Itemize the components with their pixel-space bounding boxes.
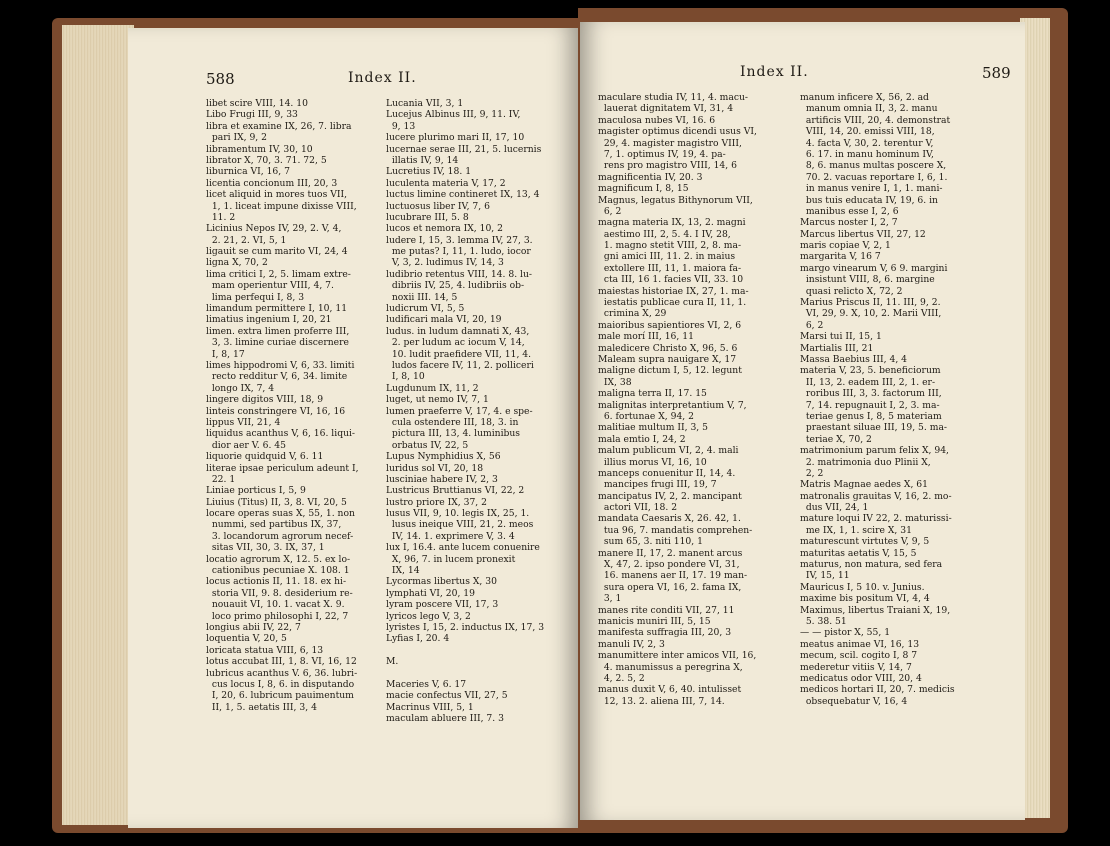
index-entry-line: mala emtio I, 24, 2 — [598, 433, 686, 445]
index-entry-line: mandata Caesaris X, 26. 42, 1. — [598, 513, 741, 525]
index-entry-line: me IX, 1, 1. scire X, 31 — [800, 524, 912, 536]
index-entry-line: ligna X, 70, 2 — [206, 257, 268, 269]
index-entry-line: luctus limine contineret IX, 13, 4 — [386, 189, 540, 201]
index-entry-line: libramentum IV, 30, 10 — [206, 143, 313, 155]
index-entry-line: artificis VIII, 20, 4. demonstrat — [800, 114, 951, 126]
index-entry-line: literae ipsae periculum adeunt I, — [206, 462, 359, 474]
index-entry-line: manicis muniri III, 5, 15 — [598, 615, 711, 627]
index-entry-line: quasi relicto X, 72, 2 — [800, 285, 903, 297]
index-entry-line: Maleam supra nauigare X, 17 — [598, 353, 737, 365]
index-column-1 — [206, 98, 386, 713]
index-entry-line: maculam abluere III, 7. 3 — [386, 713, 504, 725]
index-entry-line: maturitas aetatis V, 15, 5 — [800, 547, 917, 559]
index-entry-line: maligna terra II, 17. 15 — [598, 388, 707, 400]
index-entry-line: bus tuis educata IV, 19, 6. in — [800, 194, 938, 206]
index-entry-line: actori VII, 18. 2 — [598, 502, 678, 514]
index-entry-line: 12, 13. 2. aliena III, 7, 14. — [598, 695, 725, 707]
index-entry-line: sura opera VI, 16, 2. fama IX, — [598, 581, 742, 593]
index-entry-line: Licinius Nepos IV, 29, 2. V, 4, — [206, 223, 342, 235]
index-entry-line: I, 8, 17 — [206, 348, 245, 360]
index-entry-line: malitiae multum II, 3, 5 — [598, 422, 708, 434]
index-entry-line: ludere I, 15, 3. lemma IV, 27, 3. — [386, 234, 533, 246]
index-entry-line: Liniae porticus I, 5, 9 — [206, 485, 306, 497]
index-entry-line: lotus accubat III, 1, 8. VI, 16, 12 — [206, 656, 357, 668]
index-column-2 — [386, 98, 568, 724]
left-page — [128, 28, 578, 828]
index-entry-line: maculosa nubes VI, 16. 6 — [598, 114, 716, 126]
index-entry-line: lusus VII, 9, 10. legis IX, 25, 1. — [386, 508, 530, 520]
index-entry-line: — — pistor X, 55, 1 — [800, 627, 891, 639]
index-entry-line: 8, 6. manus multas poscere X, — [800, 160, 947, 172]
index-entry-line: 4, 2. 5, 2 — [598, 672, 645, 684]
running-head: Index II. — [348, 70, 417, 86]
index-entry-line: Lustricus Bruttianus VI, 22, 2 — [386, 485, 525, 497]
index-entry-line: II, 13, 2. eadem III, 2, 1. er- — [800, 376, 936, 388]
index-entry-line: maturescunt virtutes V, 9, 5 — [800, 536, 930, 548]
running-head: Index II. — [740, 64, 809, 80]
index-entry-line: manere II, 17, 2. manent arcus — [598, 547, 743, 559]
index-entry-line: mancipatus IV, 2, 2. mancipant — [598, 490, 742, 502]
index-entry-line: Macrinus VIII, 5, 1 — [386, 701, 474, 713]
index-entry-line: cus locus I, 8, 6. in disputando — [206, 678, 355, 690]
index-entry-line: Lucania VII, 3, 1 — [386, 98, 464, 109]
index-entry-line: loquentia V, 20, 5 — [206, 633, 287, 645]
index-entry-line: 2. per ludum ac iocum V, 14, — [386, 337, 525, 349]
index-entry-line: longius abii IV, 22, 7 — [206, 621, 301, 633]
index-entry-line: Maximus, libertus Traiani X, 19, — [800, 604, 951, 616]
index-entry-line: 6. fortunae X, 94, 2 — [598, 410, 694, 422]
index-entry-line: Matris Magnae aedes X, 61 — [800, 479, 929, 491]
index-entry-line: maxime bis positum VI, 4, 4 — [800, 593, 930, 605]
index-entry-line: teriae genus I, 8, 5 materiam — [800, 410, 942, 422]
index-entry-line: aestimo III, 2, 5. 4. I IV, 28, — [598, 228, 731, 240]
index-entry-line: ludos facere IV, 11, 2. polliceri — [386, 359, 534, 371]
index-entry-line: 4. facta V, 30, 2. terentur V, — [800, 137, 934, 149]
index-entry-line: maturus, non matura, sed fera — [800, 559, 943, 571]
index-entry-line: locus actionis II, 11. 18. ex hi- — [206, 576, 347, 588]
index-entry-line: maioribus sapientiores VI, 2, 6 — [598, 319, 742, 331]
index-entry-line: 16. manens aer II, 17. 19 man- — [598, 570, 748, 582]
index-entry-line: Marcus noster I, 2, 7 — [800, 217, 898, 229]
index-entry-line: 3, 3. limine curiae discernere — [206, 337, 349, 349]
index-entry-line: ludicrum VI, 5, 5 — [386, 303, 465, 315]
index-entry-line: 10. ludit praefidere VII, 11, 4. — [386, 348, 532, 360]
index-entry-line: dus VII, 24, 1 — [800, 502, 869, 514]
index-entry-line: Marius Priscus II, 11. III, 9, 2. — [800, 297, 941, 309]
index-entry-line: dibriis IV, 25, 4. ludibriis ob- — [386, 280, 525, 292]
index-entry-line: VIII, 14, 20. emissi VIII, 18, — [800, 126, 935, 138]
index-entry-line: longo IX, 7, 4 — [206, 382, 275, 394]
index-entry-line: crimina X, 29 — [598, 308, 667, 320]
index-entry-line: II, 1, 5. aetatis III, 3, 4 — [206, 701, 317, 713]
index-entry-line: lucubrare III, 5. 8 — [386, 211, 469, 223]
index-entry-line: magna materia IX, 13, 2. magni — [598, 217, 746, 229]
index-entry-line: nummi, sed partibus IX, 37, — [206, 519, 342, 531]
index-entry-line: Martialis III, 21 — [800, 342, 874, 354]
index-entry-line: mam operientur VIII, 4, 7. — [206, 280, 334, 292]
index-entry-line: recto redditur V, 6, 34. limite — [206, 371, 348, 383]
index-entry-line: matronalis grauitas V, 16, 2. mo- — [800, 490, 952, 502]
index-entry-line: X, 47, 2. ipso pondere VI, 31, — [598, 559, 740, 571]
index-entry-line: IX, 38 — [598, 376, 632, 388]
index-entry-line: ligauit se cum marito VI, 24, 4 — [206, 246, 348, 258]
index-entry-line: 3, 1 — [598, 593, 622, 605]
index-entry-line: cula ostendere III, 18, 3. in — [386, 416, 519, 428]
index-entry-line: manum omnia II, 3, 2. manu — [800, 103, 938, 115]
index-entry-line: sum 65, 3. niti 110, 1 — [598, 536, 703, 548]
index-entry-line: lucernae serae III, 21, 5. lucernis — [386, 143, 542, 155]
index-entry-line: liburnica VI, 16, 7 — [206, 166, 290, 178]
index-entry-line: mederetur vitiis V, 14, 7 — [800, 661, 912, 673]
index-entry-line: in manus venire I, 1, 1. mani- — [800, 183, 943, 195]
index-entry-line: I, 8, 10 — [386, 371, 425, 383]
index-entry-line: 5. 38. 51 — [800, 615, 847, 627]
index-entry-line: lauerat dignitatem VI, 31, 4 — [598, 103, 734, 115]
index-entry-line: X, 96, 7. in lucem pronexit — [386, 553, 516, 565]
index-column-1 — [598, 92, 796, 707]
index-entry-line: mature loqui IV 22, 2. maturissi- — [800, 513, 952, 525]
index-entry-line: 2, 2 — [800, 467, 824, 479]
index-entry-line: locatio agrorum X, 12. 5. ex lo- — [206, 553, 351, 565]
index-entry-line: lusciniae habere IV, 2, 3 — [386, 473, 498, 485]
index-entry-line: licet aliquid in mores tuos VII, — [206, 189, 348, 201]
index-entry-line: libet scire VIII, 14. 10 — [206, 98, 308, 109]
index-entry-line: lyram poscere VII, 17, 3 — [386, 599, 499, 611]
index-entry-line: lippus VII, 21, 4 — [206, 416, 281, 428]
index-entry-line: maledicere Christo X, 96, 5. 6 — [598, 342, 738, 354]
index-entry-line: ludificari mala VI, 20, 19 — [386, 314, 502, 326]
index-entry-line: lustro priore IX, 37, 2 — [386, 496, 487, 508]
index-entry-line: Lycormas libertus X, 30 — [386, 576, 497, 588]
index-entry-line: liquorie quidquid V, 6. 11 — [206, 451, 324, 463]
index-entry-line: ludus. in ludum damnati X, 43, — [386, 325, 530, 337]
index-entry-line: noxii III. 14, 5 — [386, 291, 458, 303]
index-entry-line: storia VII, 9. 8. desiderium re- — [206, 587, 353, 599]
index-entry-line: loricata statua VIII, 6, 13 — [206, 644, 324, 656]
index-entry-line: lymphati VI, 20, 19 — [386, 587, 475, 599]
index-entry-line: medicos hortari II, 20, 7. medicis — [800, 684, 955, 696]
index-entry-line: orbatus IV, 22, 5 — [386, 439, 469, 451]
index-entry-line: manes rite conditi VII, 27, 11 — [598, 604, 735, 616]
index-entry-line: 4. manumissus a peregrina X, — [598, 661, 743, 673]
right-page — [580, 22, 1025, 820]
index-entry-line: limandum permittere I, 10, 11 — [206, 303, 348, 315]
index-entry-line: pictura III, 13, 4. luminibus — [386, 428, 521, 440]
page-number: 588 — [206, 70, 235, 88]
index-entry-line: maris copiae V, 2, 1 — [800, 240, 891, 252]
index-entry-line: VI, 29, 9. X, 10, 2. Marii VIII, — [800, 308, 942, 320]
index-entry-line: mecum, scil. cogito I, 8 7 — [800, 650, 918, 662]
index-entry-line: V, 3, 2. ludimus IV, 14, 3 — [386, 257, 504, 269]
index-entry-line: magister optimus dicendi usus VI, — [598, 126, 757, 138]
index-entry-line: lubricus acanthus V. 6, 36. lubri- — [206, 667, 358, 679]
index-entry-line: 2. 21, 2. VI, 5, 1 — [206, 234, 287, 246]
index-entry-line: limes hippodromi V, 6, 33. limiti — [206, 359, 355, 371]
index-entry-line: teriae X, 70, 2 — [800, 433, 872, 445]
page-number: 589 — [982, 64, 1011, 82]
index-entry-line: maiestas historiae IX, 27, 1. ma- — [598, 285, 749, 297]
index-entry-line: linteis constringere VI, 16, 16 — [206, 405, 346, 417]
index-entry-line: cta III, 16 1. facies VII, 33. 10 — [598, 274, 744, 286]
index-entry-line: librator X, 70, 3. 71. 72, 5 — [206, 154, 327, 166]
index-entry-line: Magnus, legatus Bithynorum VII, — [598, 194, 753, 206]
index-entry-line: M. — [386, 656, 399, 668]
index-entry-line: Lucejus Albinus III, 9, 11. IV, — [386, 109, 521, 121]
index-entry-line: margarita V, 16 7 — [800, 251, 881, 263]
index-entry-line: iestatis publicae cura II, 11, 1. — [598, 297, 747, 309]
index-entry-line: Marcus libertus VII, 27, 12 — [800, 228, 926, 240]
index-entry-line: 7, 14. repugnauit I, 2, 3. ma- — [800, 399, 940, 411]
index-entry-line: 7, 1. optimus IV, 19, 4. pa- — [598, 148, 726, 160]
index-entry-line: lingere digitos VIII, 18, 9 — [206, 394, 324, 406]
index-entry-line: pari IX, 9, 2 — [206, 132, 267, 144]
index-entry-line: magnificum I, 8, 15 — [598, 183, 689, 195]
index-entry-line: margo vinearum V, 6 9. margini — [800, 262, 948, 274]
index-entry-line: maculare studia IV, 11, 4. macu- — [598, 92, 749, 103]
index-entry-line: limen. extra limen proferre III, — [206, 325, 350, 337]
index-entry-line: lyricos lego V, 3, 2 — [386, 610, 471, 622]
index-entry-line: manum inficere X, 56, 2. ad — [800, 92, 929, 103]
index-entry-line: gni amici III, 11. 2. in maius — [598, 251, 736, 263]
index-entry-line: obsequebatur V, 16, 4 — [800, 695, 908, 707]
index-entry-line: 6. 17. in manu hominum IV, — [800, 148, 934, 160]
index-entry-line: IV, 15, 11 — [800, 570, 850, 582]
index-entry-line: lima critici I, 2, 5. limam extre- — [206, 268, 351, 280]
index-entry-line: lucos et nemora IX, 10, 2 — [386, 223, 503, 235]
index-entry-line: 9, 13 — [386, 120, 416, 132]
index-entry-line: 2. matrimonia duo Plinii X, — [800, 456, 931, 468]
index-entry-line: Lyfias I, 20. 4 — [386, 633, 450, 645]
index-entry-line: luculenta materia V, 17, 2 — [386, 177, 506, 189]
index-entry-line: manceps conuenitur II, 14, 4. — [598, 467, 736, 479]
index-entry-line: licentia concionum III, 20, 3 — [206, 177, 338, 189]
index-entry-line: IX, 14 — [386, 565, 420, 577]
index-entry-line: male morí III, 16, 11 — [598, 331, 694, 343]
index-entry-line: cationibus pecuniae X. 108. 1 — [206, 565, 350, 577]
index-entry-line: loco primo philosophi I, 22, 7 — [206, 610, 349, 622]
index-entry-line: maligne dictum I, 5, 12. legunt — [598, 365, 742, 377]
index-entry-line: lyristes I, 15, 2. inductus IX, 17, 3 — [386, 621, 545, 633]
index-entry-line: 29, 4. magister magistro VIII, — [598, 137, 742, 149]
index-entry-line: Massa Baebius III, 4, 4 — [800, 353, 908, 365]
index-entry-line: rens pro magistro VIII, 14, 6 — [598, 160, 737, 172]
index-entry-line: manumittere inter amicos VII, 16, — [598, 650, 757, 662]
index-entry-line: 22. 1 — [206, 473, 236, 485]
index-entry-line: praestant siluae III, 19, 5. ma- — [800, 422, 948, 434]
index-entry-line: nouauit VI, 10. 1. vacat X. 9. — [206, 599, 345, 611]
index-entry-line: manuli IV, 2, 3 — [598, 638, 665, 650]
index-entry-line: roribus III, 3, 3. factorum III, — [800, 388, 942, 400]
index-entry-line: limatius ingenium I, 20, 21 — [206, 314, 332, 326]
index-entry-line: 6, 2 — [800, 319, 824, 331]
index-entry-line: liquidus acanthus V, 6, 16. liqui- — [206, 428, 356, 440]
index-entry-line: I, 20, 6. lubricum pauimentum — [206, 690, 354, 702]
index-entry-line: lumen praeferre V, 17, 4. e spe- — [386, 405, 533, 417]
index-entry-line: Libo Frugi III, 9, 33 — [206, 109, 298, 121]
index-entry-line: Lupus Nymphidius X, 56 — [386, 451, 501, 463]
index-entry-line: malum publicum VI, 2, 4. mali — [598, 445, 739, 457]
index-entry-line: luridus sol VI, 20, 18 — [386, 462, 484, 474]
index-entry-line: magnificentia IV, 20. 3 — [598, 171, 703, 183]
index-entry-line — [386, 645, 568, 656]
index-entry-line: meatus animae VI, 16, 13 — [800, 638, 920, 650]
index-entry-line: manifesta suffragia III, 20, 3 — [598, 627, 732, 639]
index-entry-line: Mauricus I, 5 10. v. Junius. — [800, 581, 925, 593]
index-entry-line: luget, ut nemo IV, 7, 1 — [386, 394, 489, 406]
index-entry-line: IV, 14. 1. exprimere V, 3. 4 — [386, 530, 515, 542]
index-entry-line: lusus ineique VIII, 21, 2. meos — [386, 519, 534, 531]
index-entry-line: malignitas interpretantium V, 7, — [598, 399, 747, 411]
index-entry-line: lima perfequi I, 8, 3 — [206, 291, 305, 303]
index-entry-line: illius morus VI, 16, 10 — [598, 456, 707, 468]
index-entry-line: mancipes frugi III, 19, 7 — [598, 479, 717, 491]
index-entry-line: Lugdunum IX, 11, 2 — [386, 382, 479, 394]
index-entry-line: sitas VII, 30, 3. IX, 37, 1 — [206, 542, 325, 554]
index-entry-line: illatis IV, 9, 14 — [386, 154, 459, 166]
index-entry-line: 1, 1. liceat impune dixisse VIII, — [206, 200, 357, 212]
index-entry-line: 6, 2 — [598, 205, 622, 217]
index-entry-line: libra et examine IX, 26, 7. libra — [206, 120, 352, 132]
index-entry-line: lucere plurimo mari II, 17, 10 — [386, 132, 525, 144]
index-entry-line: manibus esse I, 2, 6 — [800, 205, 899, 217]
index-entry-line: manus duxit V, 6, 40. intulisset — [598, 684, 742, 696]
index-entry-line: 11. 2 — [206, 211, 236, 223]
index-entry-line: medicatus odor VIII, 20, 4 — [800, 672, 922, 684]
index-entry-line: 1. magno stetit VIII, 2, 8. ma- — [598, 240, 742, 252]
index-column-2 — [800, 92, 996, 707]
index-entry-line: materia V, 23, 5. beneficiorum — [800, 365, 941, 377]
index-entry-line: 3. locandorum agrorum necef- — [206, 530, 354, 542]
index-entry-line — [386, 668, 568, 679]
index-entry-line: lux I, 16.4. ante lucem conuenire — [386, 542, 540, 554]
index-entry-line: Maceries V, 6. 17 — [386, 678, 467, 690]
index-entry-line: extollere III, 11, 1. maiora fa- — [598, 262, 742, 274]
page-edges-left — [62, 25, 134, 825]
index-entry-line: tua 96, 7. mandatis comprehen- — [598, 524, 753, 536]
index-entry-line: Marsi tui II, 15, 1 — [800, 331, 882, 343]
index-entry-line: me putas? I, 11, 1. ludo, iocor — [386, 246, 531, 258]
index-entry-line: dior aer V. 6. 45 — [206, 439, 286, 451]
index-entry-line: Liuius (Titus) II, 3, 8. VI, 20, 5 — [206, 496, 347, 508]
index-entry-line: luctuosus liber IV, 7, 6 — [386, 200, 490, 212]
index-entry-line: ludibrio retentus VIII, 14. 8. lu- — [386, 268, 532, 280]
index-entry-line: Lucretius IV, 18. 1 — [386, 166, 472, 178]
index-entry-line: macie confectus VII, 27, 5 — [386, 690, 508, 702]
index-entry-line: matrimonium parum felix X, 94, — [800, 445, 949, 457]
index-entry-line: 70. 2. vacuas reportare I, 6, 1. — [800, 171, 948, 183]
index-entry-line: insistunt VIII, 8, 6. margine — [800, 274, 935, 286]
index-entry-line: locare operas suas X, 55, 1. non — [206, 508, 355, 520]
